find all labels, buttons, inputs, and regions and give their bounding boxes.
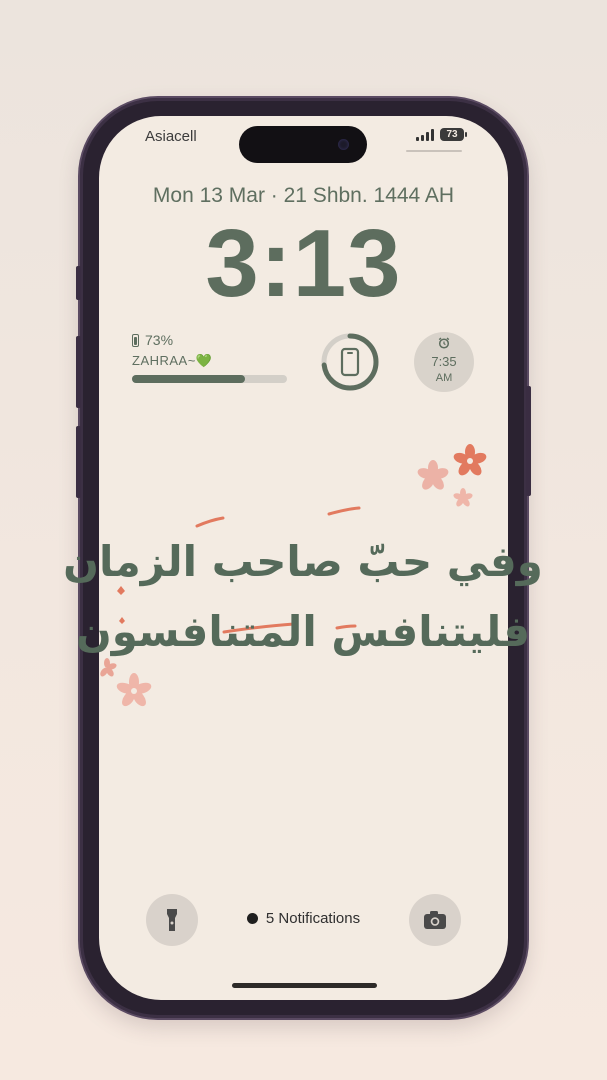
alarm-widget[interactable]	[414, 332, 474, 392]
camera-icon	[409, 894, 461, 946]
power-button	[526, 386, 531, 496]
alarm-time: 7:35	[431, 354, 457, 369]
notification-count-label: 5 Notifications	[265, 910, 361, 927]
lock-screen	[63, 116, 543, 1000]
phone-frame	[63, 98, 543, 1018]
alarm-clock-icon	[438, 337, 450, 349]
camera-button[interactable]	[409, 894, 461, 946]
device-battery-ring-widget[interactable]	[320, 332, 380, 392]
calligraphy-line-1: وفي حبّ صاحب الزمان	[63, 537, 543, 586]
action-button	[76, 266, 81, 300]
device-name-label: ZAHRAA~💚	[132, 353, 213, 368]
battery-level-fill	[132, 375, 245, 383]
wallpaper-calligraphy	[63, 426, 543, 726]
alarm-period: AM	[435, 372, 453, 384]
control-center-grabber[interactable]	[406, 150, 462, 152]
battery-level-bar	[132, 375, 287, 383]
status-icons	[416, 128, 464, 141]
lock-date[interactable]: Mon 13 Mar · 21 Shbn. 1444 AH	[152, 184, 455, 207]
cellular-signal-icon	[416, 129, 434, 141]
front-camera	[338, 139, 349, 150]
volume-down-button	[76, 426, 81, 498]
calligraphy-line-2: فليتنافس المتنافسون	[75, 607, 531, 656]
carrier-label: Asiacell	[145, 128, 197, 145]
home-indicator[interactable]	[232, 983, 377, 988]
flower-decoration-icon	[416, 444, 487, 508]
volume-up-button	[76, 336, 81, 408]
battery-percent-label: 73%	[145, 332, 174, 348]
battery-widget[interactable]	[132, 332, 292, 383]
phone-icon	[342, 349, 358, 375]
battery-small-icon	[132, 334, 139, 347]
dynamic-island	[239, 126, 367, 163]
lock-time[interactable]: 3:13	[205, 210, 402, 317]
notification-dot-icon	[247, 913, 258, 924]
battery-icon: 73	[440, 128, 464, 141]
